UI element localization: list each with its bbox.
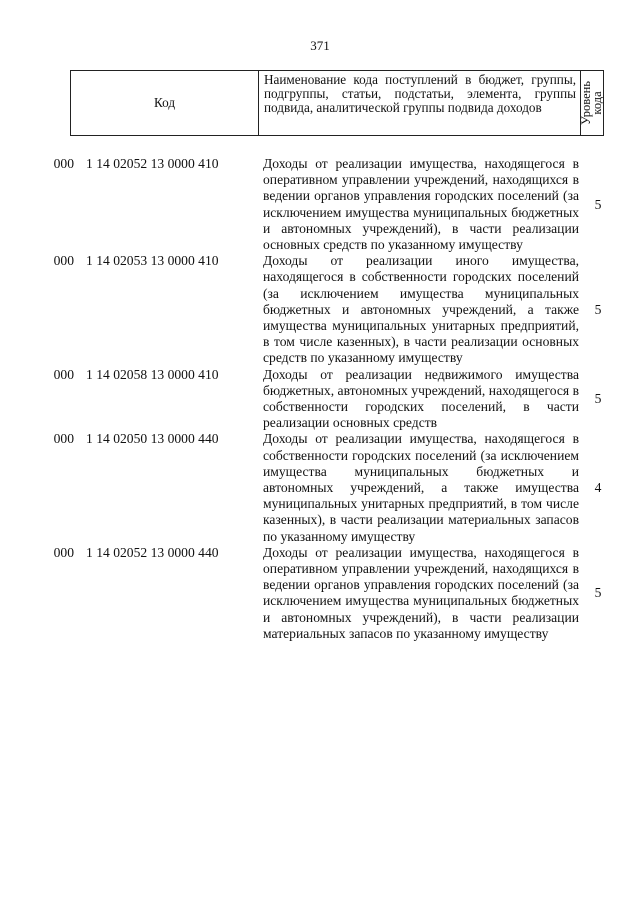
- table-row: [0, 253, 640, 366]
- row-name: Доходы от реализации иного имущества, находящегося в собственности городских поселений (за исключением имущества муниципальных бюджетных и автономных учреждений, а также имущества муниципальных унитарных предприятий, в том числе казенных), в части реализации основных средств по указанному имуществу: [263, 253, 579, 366]
- row-code: 1 14 02050 13 0000 440: [86, 431, 219, 447]
- header-code: Код: [71, 71, 259, 135]
- table-body: [0, 156, 640, 642]
- row-code: 1 14 02058 13 0000 410: [86, 366, 219, 382]
- row-name: Доходы от реализации имущества, находящегося в оперативном управлении учреждений, находящихся в ведении органов управления городских поселений (за исключением имущества муниципальных бюджетных и автономных учреждений), в части реализации материальных запасов по указанному имуществу: [263, 544, 579, 641]
- table-row: [0, 545, 640, 642]
- row-prefix: 000: [53, 253, 74, 269]
- table-row: [0, 367, 640, 432]
- header-level-cell: [581, 71, 603, 135]
- row-level: 5: [594, 301, 602, 317]
- page-number: 371: [310, 38, 330, 53]
- row-level: 5: [594, 391, 602, 407]
- row-code: 1 14 02052 13 0000 410: [86, 156, 219, 171]
- row-code: 1 14 02053 13 0000 410: [86, 253, 219, 269]
- table-row: [0, 156, 640, 253]
- row-prefix: 000: [53, 156, 74, 171]
- row-level: 5: [594, 196, 602, 212]
- row-code: 1 14 02052 13 0000 440: [86, 544, 219, 560]
- header-level: Уровень кода: [579, 80, 604, 126]
- row-name: Доходы от реализации имущества, находящегося в оперативном управлении учреждений, находящихся в ведении органов управления городских поселений (за исключением имущества муниципальных бюджетных и автономных учреждений), в части реализации основных средств по указанному имуществу: [263, 156, 579, 253]
- row-level: 4: [594, 480, 602, 496]
- row-name: Доходы от реализации имущества, находящегося в собственности городских поселений (за исключением имущества муниципальных бюджетных и автономных учреждений, а также имущества муниципальных унитарных предприятий, в том числе казенных), в части реализации материальных запасов по указанному имуществу: [263, 431, 579, 544]
- row-prefix: 000: [53, 366, 74, 382]
- row-name: Доходы от реализации недвижимого имущества бюджетных, автономных учреждений, находящегося в собственности городских поселений, в части реализации основных средств: [263, 366, 579, 431]
- row-level: 5: [594, 585, 602, 601]
- table-row: [0, 431, 640, 544]
- table-header: [70, 70, 604, 136]
- row-prefix: 000: [53, 544, 74, 560]
- header-name: Наименование кода поступлений в бюджет, группы, подгруппы, статьи, подстатьи, элемента, группы подвида, аналитической группы подвида доходов: [259, 71, 581, 135]
- row-prefix: 000: [53, 431, 74, 447]
